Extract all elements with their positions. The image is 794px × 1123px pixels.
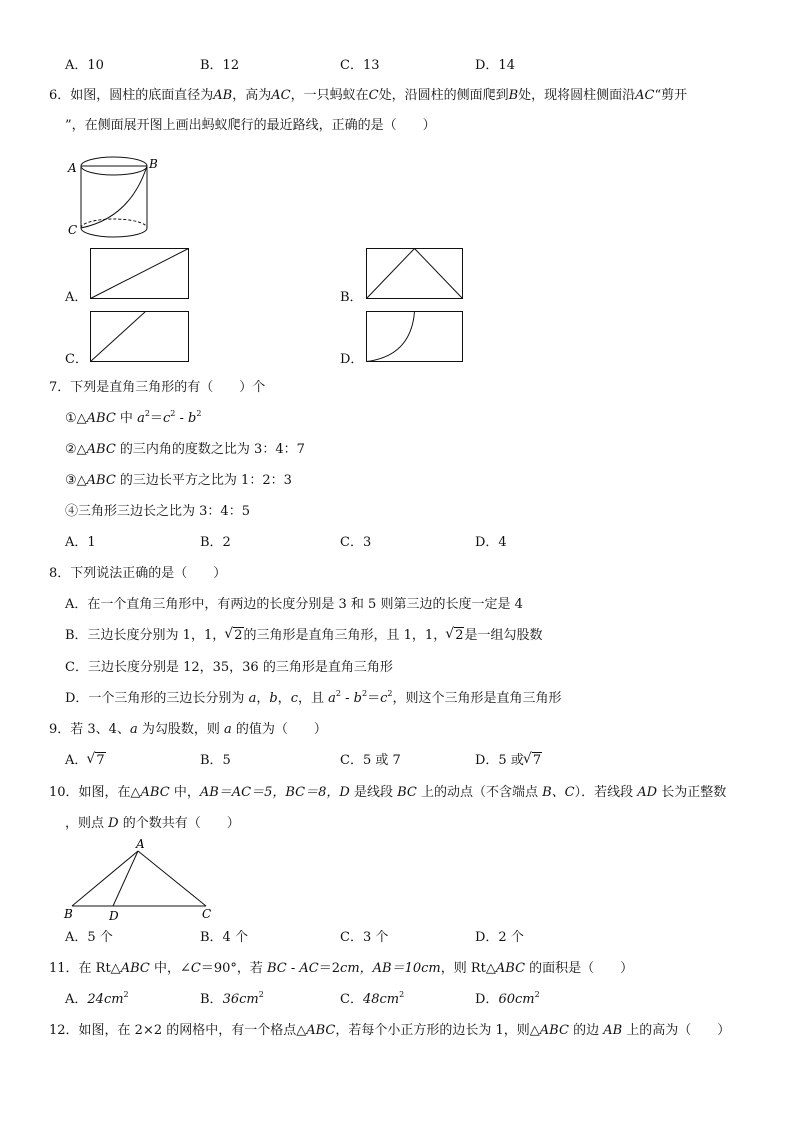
q6-option-d-figure [366,311,466,363]
q8-option-d: D．一个三角形的三边长分别为 a，b，c，且 $a^2 - b^2=c^2$，则这个三角形是直角三角形 [65,688,562,706]
q6-label-a: A [68,161,77,175]
q7-item-4: ④三角形三边长之比为 3：4：5 [65,504,250,519]
q6-option-a-figure [90,248,190,300]
q9-option-a: A．√ 7 [65,752,106,770]
q9-stem: 9．若 3、4、a 为勾股数，则 a 的值为（ ） [49,722,327,737]
q11-option-c: C．$48cm^2$ [340,989,405,1007]
q9-option-c: C．5 或 7 [340,753,401,768]
q7-option-c: C．3 [340,535,372,550]
q7-item-2: ②△ABC 的三内角的度数之比为 3：4：7 [65,442,305,457]
q6-option-c-figure [90,311,190,363]
q10-label-a: A [136,837,145,851]
q10-stem-line2: ，则点 D 的个数共有（ ） [65,816,240,831]
q8-option-a: A．在一个直角三角形中，有两边的长度分别是 3 和 5 则第三边的长度一定是 4 [65,597,523,612]
q7-option-a: A．1 [65,535,96,550]
q10-option-d: D．2 个 [475,930,524,945]
q10-option-b: B．4 个 [200,930,248,945]
q11-option-a: A．$24cm^2$ [65,989,129,1007]
q10-option-c: C．3 个 [340,930,389,945]
sqrt-symbol: √ 7 [524,752,542,770]
q8-stem: 8．下列说法正确的是（ ） [49,566,227,581]
q10-label-d: D [109,909,119,923]
q5-option-d: D．14 [475,58,515,73]
q6-option-b-figure [366,248,466,300]
q11-stem: 11．在 Rt△ABC 中，∠C＝90°，若 BC - AC＝2cm，AB＝10cm，则 Rt△ABC 的面积是（ ） [49,961,634,976]
q7-item-3: ③△ABC 的三边长平方之比为 1：2：3 [65,473,292,488]
q6-option-d-label: D． [340,352,364,367]
sqrt-symbol: √ 7 [87,752,105,770]
q6-label-b: B [149,157,158,171]
q10-option-a: A．5 个 [65,930,113,945]
q6-option-a-label: A． [65,290,88,305]
q8-option-b: B．三边长度分别为 1，1，√ 2的三角形是直角三角形，且 1，1，√ 2是一组勾股数 [65,627,543,645]
q5-option-a: A．10 [65,58,104,73]
sqrt-symbol: √ 2 [446,627,464,645]
q12-stem: 12．如图，在 2×2 的网格中，有一个格点△ABC，若每个小正方形的边长为 1，则△ABC 的边 AB 上的高为（ ） [49,1023,731,1038]
q10-stem-line1: 10．如图，在△ABC 中，AB＝AC＝5，BC＝8，D 是线段 BC 上的动点（不含端点 B、C）．若线段 AD 长为正整数 [49,785,727,800]
q7-option-d: D．4 [475,535,507,550]
q6-cylinder-figure [60,148,170,243]
q11-option-d: D．$60cm^2$ [475,989,540,1007]
q9-option-b: B．5 [200,753,231,768]
q10-triangle-figure [60,838,220,923]
q9-option-d: D．5 或√ 7 [475,752,542,770]
q7-stem: 7．下列是直角三角形的有（ ）个 [49,380,266,395]
q5-option-b: B．12 [200,58,240,73]
q6-stem-line2: ”，在侧面展开图上画出蚂蚁爬行的最近路线，正确的是（ ） [65,118,436,133]
q7-option-b: B．2 [200,535,231,550]
q7-item-1: ①△ABC 中 $a^2=c^2 - b^2$ [65,408,202,426]
q6-option-b-label: B． [340,290,363,305]
q6-label-c: C [68,223,78,237]
q10-label-c: C [202,907,212,921]
sqrt-symbol: √ 2 [225,627,243,645]
q8-option-c: C．三边长度分别是 12，35，36 的三角形是直角三角形 [65,660,393,675]
q5-option-c: C．13 [340,58,380,73]
q6-option-c-label: C． [65,352,88,367]
q10-label-b: B [64,907,73,921]
q6-stem-line1: 6．如图，圆柱的底面直径为AB，高为AC，一只蚂蚁在C处，沿圆柱的侧面爬到B处，现将圆柱侧面沿AC“剪开 [49,88,688,103]
q11-option-b: B．$36cm^2$ [200,989,264,1007]
